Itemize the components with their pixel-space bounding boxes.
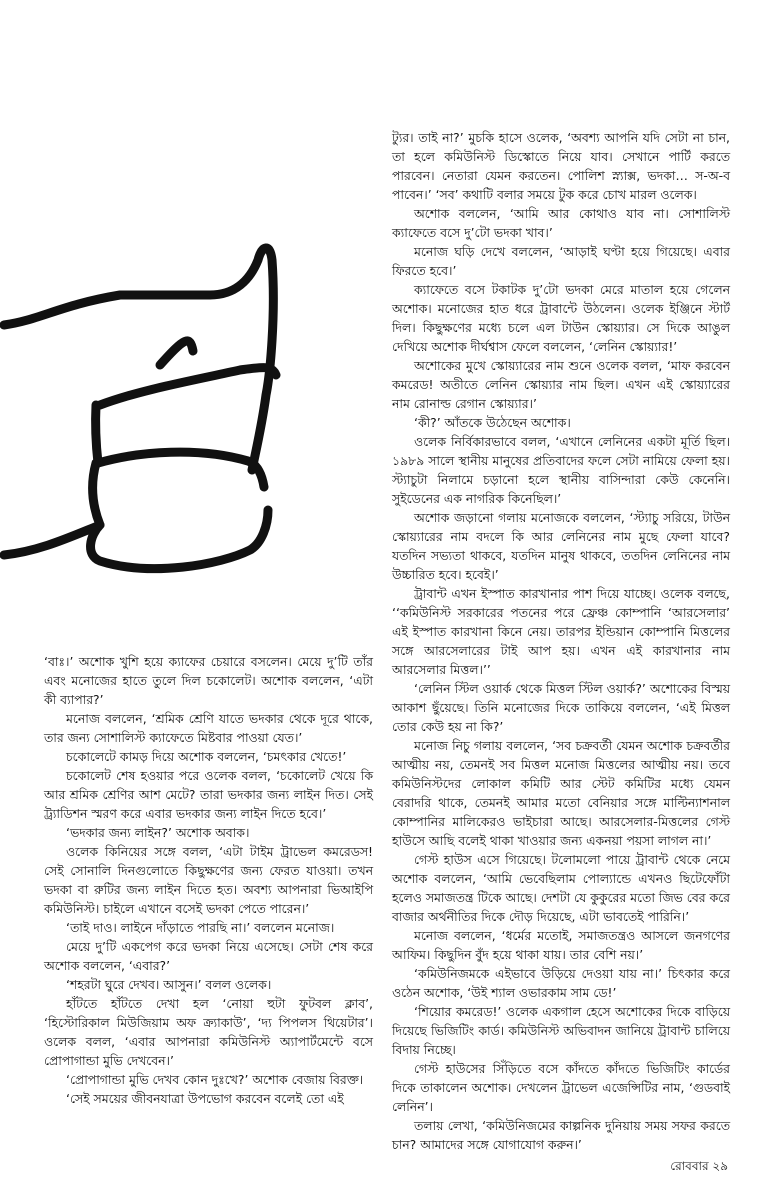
- article-paragraph: ‘সেই সময়ের জীবনযাত্রা উপভোগ করবেন বলেই তো এই: [66, 1091, 344, 1106]
- article-paragraph: মেয়ে দু’টি একপেগ করে ভদকা নিয়ে এসেছে। সেটা শেষ করে অশোক বললেন, ‘এবার?’: [44, 939, 373, 973]
- article-paragraph: চকোলেটে কামড় দিয়ে অশোক বললেন, ‘চমৎকার খেতে!’: [66, 749, 347, 764]
- article-column-left: [44, 652, 373, 1108]
- article-paragraph: ট্রাবান্ট এখন ইস্পাত কারখানার পাশ দিয়ে যাচ্ছে। ওলেক বলছে, ‘‘কমিউনিস্ট সরকারের পতনের পরে ফ্রেঞ্চ কোম্পানি ‘আরসেলার’ এই ইস্পাত কারখানা কিনে নেয়। তারপর ইন্ডিয়ান কোম্পানি মিত্তলের সঙ্গে আরসেলারের টাই আপ হয়। এখন এই কারখানার নাম আরসেলার মিত্তল।’’: [392, 586, 730, 677]
- article-paragraph: অশোক জড়ানো গলায় মনোজকে বললেন, ‘স্ট্যাচু সরিয়ে, টাউন স্কোয়্যারের নাম বদলে কি আর লেনিনের নাম মুছে ফেলা যাবে? যতদিন সভ্যতা থাকবে, যতদিন মানুষ থাকবে, ততদিন লেনিনের নাম উচ্চারিত হবে। হবেই।’: [392, 510, 730, 582]
- article-paragraph: ‘ভদকার জন্য লাইন?’ অশোক অবাক।: [66, 825, 250, 840]
- page-footer: রোববার ২৯: [670, 1159, 728, 1173]
- article-paragraph: মনোজ ঘড়ি দেখে বললেন, ‘আড়াই ঘণ্টা হয়ে গিয়েছে। এবার ফিরতে হবে।’: [392, 244, 730, 278]
- article-paragraph: তলায় লেখা, ‘কমিউনিজমের কাল্পনিক দুনিয়ায় সময় সফর করতে চান? আমাদের সঙ্গে যোগাযোগ করুন।’: [392, 1118, 730, 1152]
- article-paragraph: ‘প্রোপাগান্ডা মুভি দেখব কোন দুঃখে?’ অশোক বেজায় বিরক্ত।: [66, 1072, 364, 1087]
- lenin-line-illustration: [0, 225, 310, 625]
- article-paragraph: ‘বাঃ।’ অশোক খুশি হয়ে ক্যাফের চেয়ারে বসলেন। মেয়ে দু’টি তাঁর এবং মনোজের হাতে তুলে দিল চকোলেট। অশোক বললেন, ‘এটা কী ব্যাপার?’: [44, 654, 373, 707]
- article-paragraph: ‘লেনিন স্টিল ওয়ার্ক থেকে মিত্তল স্টিল ওয়ার্ক?’ অশোকের বিস্ময় আকাশ ছুঁয়েছে। তিনি মনোজের দিকে তাকিয়ে বললেন, ‘এই মিত্তল তোর কেউ হয় না কি?’: [392, 681, 730, 734]
- article-paragraph: ওলেক কিনিয়ের সঙ্গে বলল, ‘এটা টাইম ট্রাভেল কমরেডস! সেই সোনালি দিনগুলোতে কিছুক্ষণের জন্য ফেরত যাওয়া। তখন ভদকা বা রুটির জন্য লাইন দিতে হত। অবশ্য আপনারা ভিআইপি কমিউনিস্ট। চাইলে এখানে বসেই ভদকা পেতে পারেন।’: [44, 844, 373, 916]
- article-paragraph: মনোজ নিচু গলায় বললেন, ‘সব চক্রবর্তী যেমন অশোক চক্রবর্তীর আত্মীয় নয়, তেমনই সব মিত্তল মনোজ মিত্তলের আত্মীয় নয়। তবে কমিউনিস্টদের লোকাল কমিটি আর স্টেট কমিটির মধ্যে যেমন বেরাদরি থাকে, তেমনই আমার মতো বেনিয়ার সঙ্গে মাল্টিন্যাশনাল কোম্পানির মালিকেরও ভাইচারা আছে। আরসেলার-মিত্তলের গেস্ট হাউসে আছি বলেই থাকা খাওয়ার জন্য একনয়া পয়সা লাগল না।’: [392, 738, 730, 848]
- article-paragraph: ‘শিয়োর কমরেড!’ ওলেক একগাল হেসে অশোকের দিকে বাড়িয়ে দিয়েছে ভিজিটিং কার্ড। কমিউনিস্ট অভিবাদন জানিয়ে ট্রাবান্ট চালিয়ে বিদায় নিচ্ছে।: [392, 1004, 730, 1057]
- article-paragraph: ‘তাই দাও। লাইনে দাঁড়াতে পারছি না।’ বললেন মনোজ।: [66, 920, 335, 935]
- article-paragraph: হাঁটতে হাঁটতে দেখা হল ‘নোয়া হুটা ফুটবল ক্লাব’, ‘হিস্টোরিকাল মিউজিয়াম অফ ক্র্যাকাউ’, ‘দ্য পিপলস থিয়েটার’। ওলেক বলল, ‘এবার আপনারা কমিউনিস্ট অ্যাপার্টমেন্টে বসে প্রোপাগান্ডা মুভি দেখবেন।’: [44, 996, 373, 1068]
- article-paragraph: মনোজ বললেন, ‘শ্রমিক শ্রেণি যাতে ভদকার থেকে দূরে থাকে, তার জন্য সোশালিস্ট ক্যাফেতে মিষ্টবার পাওয়া যেত।’: [44, 711, 373, 745]
- article-paragraph: মনোজ বললেন, ‘ধর্মের মতোই, সমাজতন্ত্রও আসলে জনগণের আফিম। কিছুদিন বুঁদ হয়ে থাকা যায়। তার বেশি নয়।’: [392, 928, 730, 962]
- article-paragraph: গেস্ট হাউসের সিঁড়িতে বসে কাঁদতে কাঁদতে ভিজিটিং কার্ডের দিকে তাকালেন অশোক। দেখলেন ট্রাভেল এজেন্সিটির নাম, ‘গুডবাই লেনিন’।: [392, 1061, 730, 1114]
- article-paragraph: গেস্ট হাউস এসে গিয়েছে। টলোমলো পায়ে ট্রাবান্ট থেকে নেমে অশোক বললেন, ‘আমি ভেবেছিলাম পোল্যান্ডে এখনও ছিটেফোঁটা হলেও সমাজতন্ত্র টিকে আছে। দেশটা যে কুকুরের মতো জিভ বের করে বাজার অর্থনীতির দিকে দৌড় দিয়েছে, এটা ভাবতেই পারিনি।’: [392, 852, 730, 924]
- article-paragraph: ‘কী?’ আঁতকে উঠেছেন অশোক।: [414, 415, 571, 430]
- article-paragraph: ক্যাফেতে বসে টকাটক দু’টো ভদকা মেরে মাতাল হয়ে গেলেন অশোক। মনোজের হাত ধরে ট্রাবান্টে উঠলেন। ওলেক ইঞ্জিনে স্টার্ট দিল। কিছুক্ষণের মধ্যে চলে এল টাউন স্কোয়্যার। সে দিকে আঙুল দেখিয়ে অশোক দীর্ঘশ্বাস ফেলে বললেন, ‘লেনিন স্কোয়্যার!’: [392, 282, 730, 354]
- article-column-right: [392, 128, 730, 1154]
- article-paragraph: চকোলেট শেষ হওয়ার পরে ওলেক বলল, ‘চকোলেট খেয়ে কি আর শ্রমিক শ্রেণির আশ মেটে? তারা ভদকার জন্য লাইন দিত। সেই ট্র্যাডিশন স্মরণ করে এবার ভদকার জন্য লাইন দিতে হবে।’: [44, 768, 373, 821]
- article-paragraph: অশোকের মুখে স্কোয়্যারের নাম শুনে ওলেক বলল, ‘মাফ করবেন কমরেড! অতীতে লেনিন স্কোয়্যার নাম ছিল। এখন এই স্কোয়্যারের নাম রোনাল্ড রেগান স্কোয়্যার।’: [392, 358, 730, 411]
- article-paragraph: অশোক বললেন, ‘আমি আর কোথাও যাব না। সোশালিস্ট ক্যাফেতে বসে দু’টো ভদকা খাব।’: [392, 206, 730, 240]
- article-paragraph: ট্যুর। তাই না?’ মুচকি হাসে ওলেক, ‘অবশ্য আপনি যদি সেটা না চান, তা হলে কমিউনিস্ট ডিস্কোতে নিয়ে যাব। সেখানে পার্টি করতে পারবেন। নেতারা যেমন করতেন। পোলিশ স্ন্যাক্স, ভদকা… স-অ-ব পাবেন।’ ‘সব’ কথাটি বলার সময়ে টুক করে চোখ মারল ওলেক।: [392, 130, 730, 202]
- article-paragraph: ‘শহরটা ঘুরে দেখব। আসুন।’ বলল ওলেক।: [66, 977, 272, 992]
- article-paragraph: ওলেক নির্বিকারভাবে বলল, ‘এখানে লেনিনের একটা মূর্তি ছিল। ১৯৮৯ সালে স্থানীয় মানুষের প্রতিবাদের ফলে সেটা নামিয়ে ফেলা হয়। স্ট্যাচুটা নিলামে চড়ানো হলে স্থানীয় বাসিন্দারা কেউ কেনেনি। সুইডেনের এক নাগরিক কিনেছিল।’: [392, 434, 730, 506]
- article-paragraph: ‘কমিউনিজমকে এইভাবে উড়িয়ে দেওয়া যায় না।’ চিৎকার করে ওঠেন অশোক, ‘উই শ্যাল ওভারকাম সাম ডে!’: [392, 966, 730, 1000]
